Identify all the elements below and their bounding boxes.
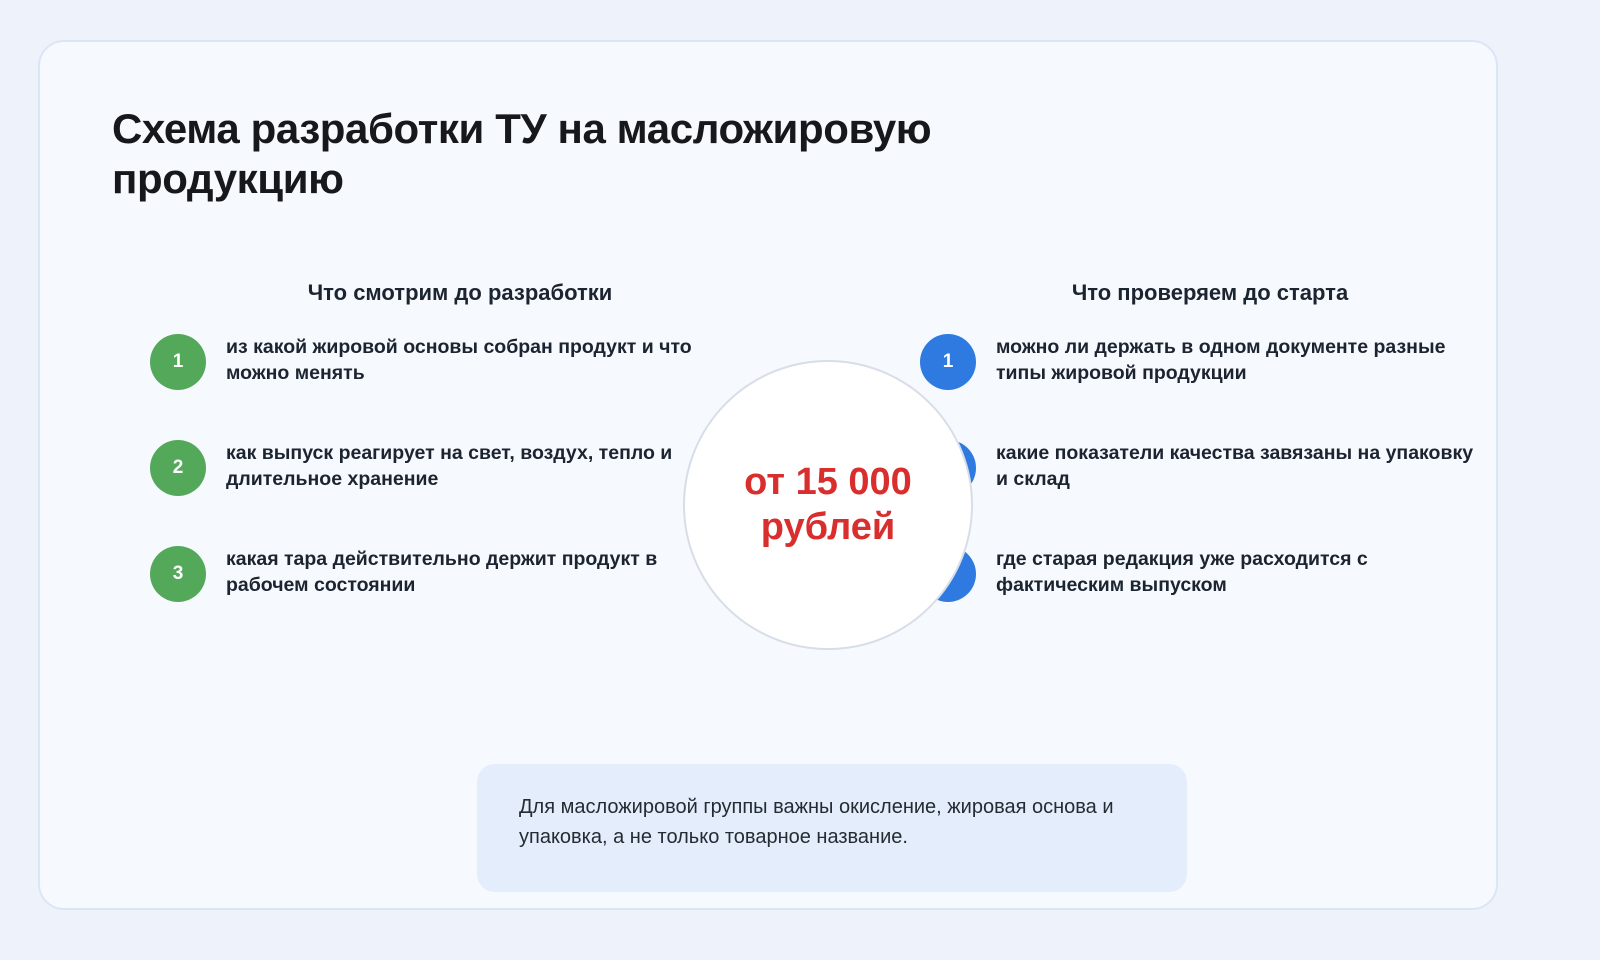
list-item bbox=[150, 544, 710, 606]
price-circle bbox=[683, 360, 973, 650]
price-text: от 15 000 рублей bbox=[744, 461, 912, 548]
footer-note-text: Для масложировой группы важны окисление, жировая основа и упаковка, а не только товарное название. bbox=[519, 796, 1114, 848]
list-item bbox=[920, 438, 1480, 500]
list-item-text: где старая редакция уже расходится с фактическим выпуском bbox=[996, 548, 1368, 596]
left-column-list bbox=[150, 332, 710, 650]
list-item-text: как выпуск реагирует на свет, воздух, тепло и длительное хранение bbox=[226, 442, 673, 490]
page-title: Схема разработки ТУ на масложировую продукцию bbox=[112, 105, 932, 202]
step-badge: 1 bbox=[920, 334, 976, 390]
right-column-list bbox=[920, 332, 1480, 650]
footer-note bbox=[477, 764, 1187, 892]
list-item bbox=[150, 332, 710, 394]
step-badge: 3 bbox=[150, 546, 206, 602]
list-item-text: какие показатели качества завязаны на упаковку и склад bbox=[996, 442, 1474, 490]
step-badge: 1 bbox=[150, 334, 206, 390]
list-item-text: из какой жировой основы собран продукт и что можно менять bbox=[226, 336, 692, 384]
list-item bbox=[920, 332, 1480, 394]
right-column-heading: Что проверяем до старта bbox=[1071, 280, 1349, 305]
step-badge: 2 bbox=[150, 440, 206, 496]
list-item bbox=[150, 438, 710, 500]
list-item bbox=[920, 544, 1480, 606]
list-item-text: какая тара действительно держит продукт в рабочем состоянии bbox=[226, 548, 658, 596]
list-item-text: можно ли держать в одном документе разные типы жировой продукции bbox=[996, 336, 1446, 384]
infographic-card bbox=[38, 40, 1498, 910]
left-column-heading: Что смотрим до разработки bbox=[307, 280, 613, 305]
